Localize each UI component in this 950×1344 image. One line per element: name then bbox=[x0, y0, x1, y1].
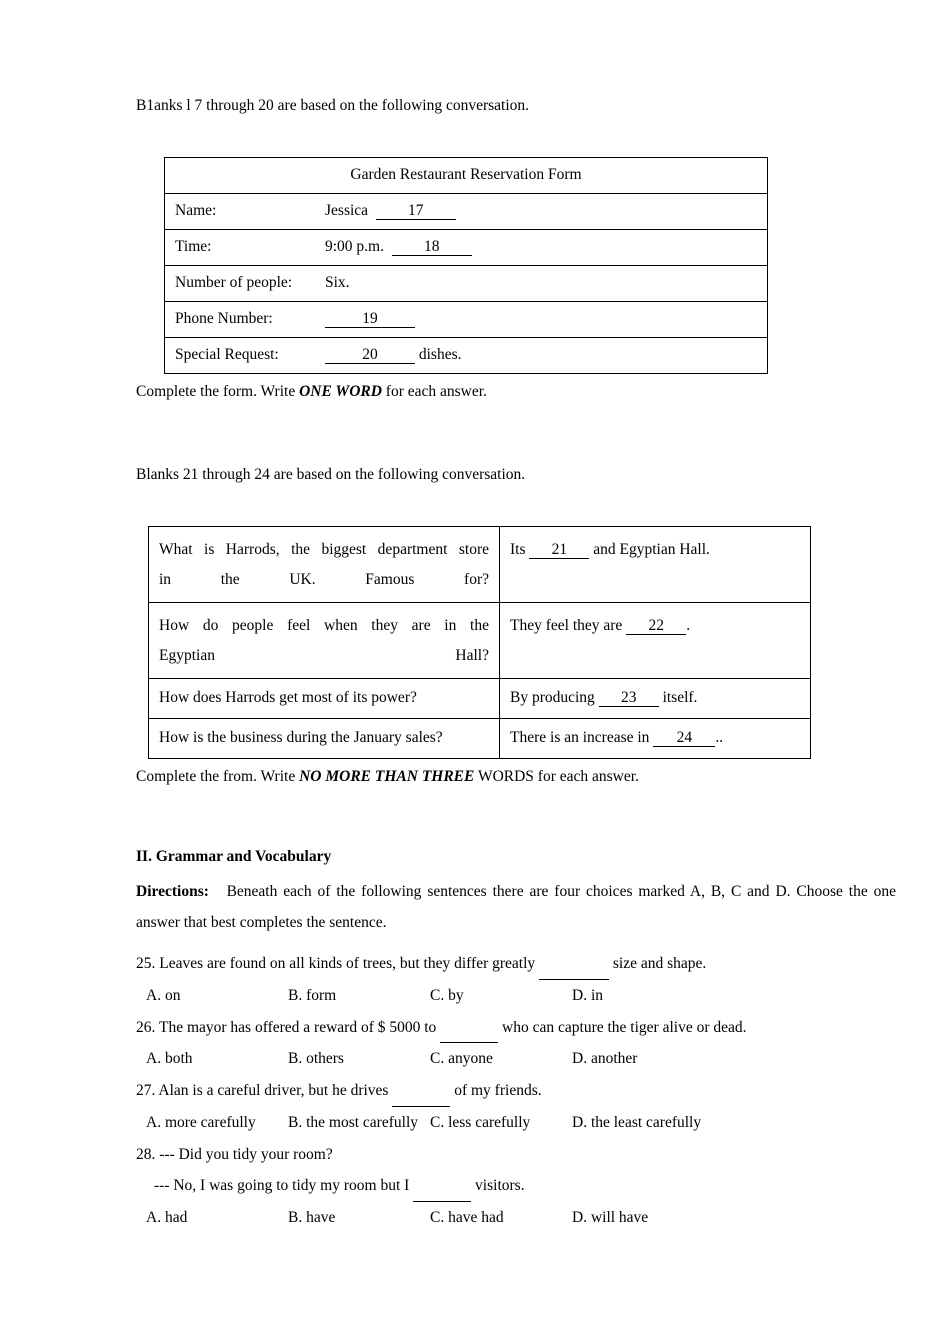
question-cell-23 bbox=[149, 679, 500, 719]
question-28-stem-pre: --- No, I was going to tidy my room but I bbox=[154, 1177, 414, 1195]
form-title: Garden Restaurant Reservation Form bbox=[165, 158, 768, 194]
answer-blank-17[interactable]: 17 bbox=[376, 202, 456, 220]
table-row bbox=[149, 718, 811, 758]
option-c[interactable]: C. anyone bbox=[430, 1050, 493, 1068]
question-cell-24 bbox=[149, 718, 500, 758]
harrods-qa-table bbox=[148, 526, 811, 758]
answer-blank-22[interactable]: 22 bbox=[626, 617, 686, 635]
listening-intro-2: Blanks 21 through 24 are based on the following conversation. bbox=[136, 465, 526, 483]
field-value-name: Jessica bbox=[325, 202, 369, 220]
table-row-title bbox=[165, 158, 768, 194]
instruction-1 bbox=[136, 381, 896, 403]
option-b[interactable]: B. have bbox=[288, 1209, 336, 1227]
answer-cell-21 bbox=[500, 527, 811, 603]
answer-blank-23[interactable]: 23 bbox=[599, 689, 659, 707]
answer-blank-21[interactable]: 21 bbox=[529, 541, 589, 559]
question-25-stem bbox=[136, 948, 896, 980]
answer-prefix: There is an increase in bbox=[510, 728, 650, 746]
field-value-time: 9:00 p.m. bbox=[325, 238, 384, 256]
option-a[interactable]: A. had bbox=[146, 1209, 188, 1227]
option-d[interactable]: D. the least carefully bbox=[572, 1113, 702, 1131]
question-28-stem-post: visitors. bbox=[471, 1177, 525, 1195]
question-line-2: Egyptian Hall? bbox=[159, 646, 489, 664]
question-27-stem-post: of my friends. bbox=[450, 1082, 542, 1100]
question-27-stem bbox=[136, 1075, 896, 1107]
table-row bbox=[149, 603, 811, 679]
option-a[interactable]: A. more carefully bbox=[146, 1113, 256, 1131]
answer-cell-23 bbox=[500, 679, 811, 719]
question-28-stem-line1: 28. --- Did you tidy your room? bbox=[136, 1145, 333, 1163]
field-label-special-request: Special Request: bbox=[175, 346, 279, 364]
question-line-1: How do people feel when they are in the bbox=[159, 617, 489, 635]
question-26-stem-pre: 26. The mayor has offered a reward of $ 5000 to bbox=[136, 1018, 441, 1036]
answer-suffix: itself. bbox=[662, 689, 698, 707]
answer-suffix: . bbox=[686, 617, 691, 635]
table-row bbox=[149, 527, 811, 603]
table-row bbox=[165, 230, 768, 266]
field-label-name: Name: bbox=[175, 202, 217, 220]
option-c[interactable]: C. have had bbox=[430, 1209, 504, 1227]
question-cell-21 bbox=[149, 527, 500, 603]
instruction-2-suffix: WORDS for each answer. bbox=[474, 767, 639, 785]
table-row bbox=[165, 266, 768, 302]
answer-blank-18[interactable]: 18 bbox=[392, 238, 472, 256]
answer-blank-19[interactable]: 19 bbox=[325, 310, 415, 328]
option-a[interactable]: A. both bbox=[146, 1050, 193, 1068]
answer-cell-24 bbox=[500, 718, 811, 758]
option-d[interactable]: D. another bbox=[572, 1050, 638, 1068]
table-row bbox=[149, 679, 811, 719]
field-label-phone-number: Phone Number: bbox=[175, 310, 273, 328]
instruction-1-emphasis: ONE WORD bbox=[299, 383, 382, 401]
instruction-1-suffix: for each answer. bbox=[381, 383, 487, 401]
question-line-2: in the UK. Famous for? bbox=[159, 570, 489, 588]
question-26-stem-post: who can capture the tiger alive or dead. bbox=[498, 1018, 747, 1036]
question-line-1: How is the business during the January sales? bbox=[159, 728, 443, 746]
option-b[interactable]: B. others bbox=[288, 1050, 344, 1068]
document-content bbox=[136, 95, 896, 1234]
listening-intro-1: B1anks l 7 through 20 are based on the following conversation. bbox=[136, 97, 530, 114]
question-25-options bbox=[136, 980, 896, 1012]
field-value-number-of-people: Six. bbox=[325, 274, 350, 292]
answer-prefix: Its bbox=[510, 541, 526, 559]
question-26-stem bbox=[136, 1012, 896, 1044]
reservation-form-table bbox=[164, 157, 768, 374]
answer-prefix: By producing bbox=[510, 689, 595, 707]
answer-cell-22 bbox=[500, 603, 811, 679]
section-title-grammar: II. Grammar and Vocabulary bbox=[136, 848, 332, 865]
instruction-2-prefix: Complete the from. Write bbox=[136, 767, 300, 785]
field-label-time: Time: bbox=[175, 238, 212, 256]
question-28-options bbox=[136, 1202, 896, 1234]
option-b[interactable]: B. the most carefully bbox=[288, 1113, 418, 1131]
answer-suffix: and Egyptian Hall. bbox=[593, 541, 710, 559]
option-b[interactable]: B. form bbox=[288, 986, 337, 1004]
question-26-options bbox=[136, 1043, 896, 1075]
option-a[interactable]: A. on bbox=[146, 986, 181, 1004]
answer-suffix: .. bbox=[715, 728, 724, 746]
question-line-1: How does Harrods get most of its power? bbox=[159, 689, 417, 707]
answer-blank-24[interactable]: 24 bbox=[653, 729, 715, 747]
option-d[interactable]: D. in bbox=[572, 986, 603, 1004]
table-row bbox=[165, 302, 768, 338]
instruction-2 bbox=[136, 766, 896, 788]
directions-label: Directions: bbox=[136, 883, 209, 900]
instruction-2-emphasis: NO MORE THAN THREE bbox=[299, 767, 475, 785]
question-line-1: What is Harrods, the biggest department store bbox=[159, 541, 489, 559]
table-row bbox=[165, 338, 768, 374]
instruction-1-prefix: Complete the form. Write bbox=[136, 383, 300, 401]
field-label-number-of-people: Number of people: bbox=[175, 274, 293, 292]
option-c[interactable]: C. by bbox=[430, 986, 464, 1004]
answer-prefix: They feel they are bbox=[510, 617, 623, 635]
question-27-stem-pre: 27. Alan is a careful driver, but he drives bbox=[136, 1082, 393, 1100]
answer-blank-20[interactable]: 20 bbox=[325, 346, 415, 364]
question-25-stem-pre: 25. Leaves are found on all kinds of trees, but they differ greatly bbox=[136, 955, 540, 972]
field-suffix-special-request: dishes. bbox=[418, 346, 462, 364]
question-25-stem-post: size and shape. bbox=[609, 955, 707, 972]
directions-text: Beneath each of the following sentences there are four choices marked A, B, C and D. Choose the one answer that best completes the sentence. bbox=[136, 883, 896, 931]
question-28-stem-line2 bbox=[136, 1170, 896, 1202]
question-27-options bbox=[136, 1107, 896, 1139]
option-d[interactable]: D. will have bbox=[572, 1209, 649, 1227]
directions-paragraph bbox=[136, 876, 896, 938]
option-c[interactable]: C. less carefully bbox=[430, 1113, 531, 1131]
question-cell-22 bbox=[149, 603, 500, 679]
table-row bbox=[165, 194, 768, 230]
